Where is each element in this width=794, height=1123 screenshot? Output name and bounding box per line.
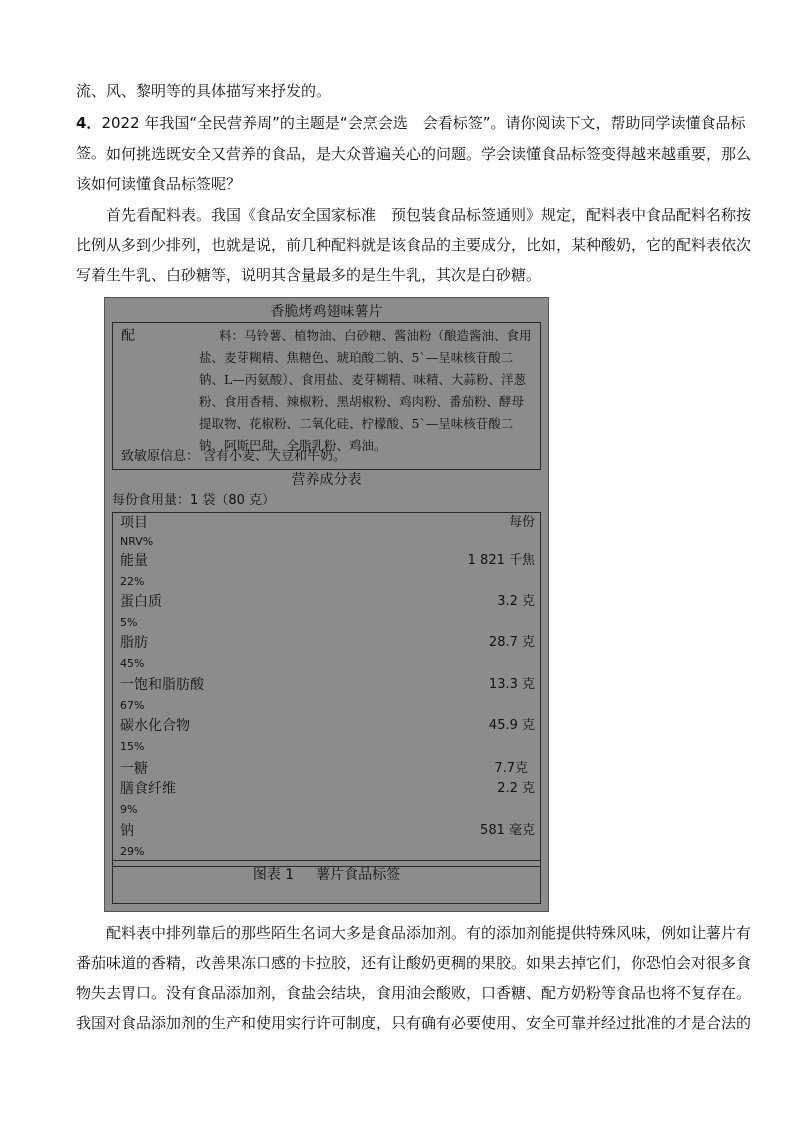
nutrient-name: 脂肪 — [120, 635, 148, 651]
ingredients-colon: 料： — [219, 328, 245, 343]
nutrient-name: 钠 — [120, 823, 134, 839]
question-text: 2022 年我国“全民营养周”的主题是“会烹会选 会看标签”。请你阅读下文，帮助同学读懂食品标签。 — [76, 114, 746, 162]
paragraph-ingredients: 首先看配料表。我国《食品安全国家标准 预包装食品标签通则》规定，配料表中食品配料名称按比例从多到少排列，也就是说，前几种配料就是该食品的主要成分，比如，某种酸奶，它的配料表依次写着生牛乳、白砂糖等，说明其含量最多的是生牛乳，其次是白砂糖。 — [76, 206, 752, 284]
nutrient-nrv: 29% — [120, 845, 145, 858]
nutrient-nrv: 45% — [120, 657, 145, 670]
header-per-serving: 每份 — [508, 515, 535, 530]
food-label-figure — [104, 297, 549, 912]
figure-caption-box — [112, 860, 541, 904]
nutrient-nrv: 9% — [120, 803, 138, 816]
table-row — [113, 716, 540, 736]
table-row — [113, 633, 540, 653]
caption-title: 薯片食品标签 — [316, 867, 401, 883]
nutrient-value: 45.9 克 — [488, 718, 535, 733]
nutrient-name: 能量 — [120, 553, 148, 569]
allergen-label: 致敏原信息： — [121, 449, 200, 464]
allergen-info — [121, 447, 346, 467]
nutrition-title: 营养成分表 — [291, 472, 362, 488]
allergen-value: 含有小麦、大豆和牛奶。 — [203, 449, 347, 464]
ingredients-label: 配 — [121, 328, 135, 344]
nutrient-value: 7.7克 — [494, 761, 528, 776]
nutrient-nrv: 67% — [120, 699, 145, 712]
nutrient-nrv: 5% — [120, 616, 138, 629]
table-header — [113, 513, 540, 533]
table-row — [113, 592, 540, 612]
table-row — [113, 551, 540, 571]
nutrient-name: 蛋白质 — [120, 594, 162, 610]
nutrient-name: 一糖 — [120, 761, 148, 777]
caption-prefix: 图表 1 — [252, 867, 295, 883]
nutrient-value: 13.3 克 — [488, 677, 535, 692]
serving-size: 每份食用量：1 袋（80 克） — [112, 493, 276, 508]
table-row — [113, 779, 540, 799]
nutrient-nrv: 15% — [120, 740, 145, 753]
ingredients-box — [112, 322, 541, 470]
nutrient-nrv: 22% — [120, 575, 145, 588]
ingredients-list — [199, 325, 535, 457]
header-nrv: NRV% — [120, 535, 154, 548]
nutrient-value: 2.2 克 — [497, 781, 535, 796]
nutrient-name: 膳食纤维 — [120, 781, 176, 797]
label-title: 香脆烤鸡翅味薯片 — [270, 304, 383, 320]
paragraph-additives: 配料表中排列靠后的那些陌生名词大多是食品添加剂。有的添加剂能提供特殊风味，例如让薯片有番茄味道的香精，改善果冻口感的卡拉胶，还有让酸奶更稠的果胶。如果去掉它们，你恐怕会对很多食物失去胃口。没有食品添加剂，食盐会结块，食用油会酸败，口香糖、配方奶粉等食品也将不复存在。我国对食品添加剂的生产和使用实行许可制度，只有确有必要使用、安全可靠并经过批准的才是合法的 — [76, 924, 752, 1032]
header-item: 项目 — [120, 515, 148, 531]
table-row — [113, 759, 540, 779]
nutrient-value: 581 毫克 — [480, 823, 535, 838]
question-number: 4． — [76, 114, 102, 132]
ingredients-text: 马铃薯、植物油、白砂糖、酱油粉（酿造酱油、食用盐、麦芽糊精、焦糖色、琥珀酸二钠、5`—呈味核苷酸二钠、L—丙氨酸）、食用盐、麦芽糊精、味精、大蒜粉、洋葱粉、食用香精、辣椒粉、黑胡椒粉、鸡肉粉、番茄粉、酵母提取物、花椒粉、二氧化硅、柠檬酸、5`—呈味核苷酸二钠、阿斯巴甜、全脂乳粉、鸡油。 — [199, 328, 532, 453]
nutrient-value: 1 821 千焦 — [467, 553, 535, 568]
nutrient-name: 一饱和脂肪酸 — [120, 677, 204, 693]
nutrition-table — [112, 512, 541, 867]
nutrient-value: 28.7 克 — [488, 635, 535, 650]
paragraph-intro: 如何挑选既安全又营养的食品，是大众普遍关心的问题。学会读懂食品标签变得越来越重要，那么该如何读懂食品标签呢？ — [76, 145, 752, 193]
figure-caption — [113, 865, 540, 885]
table-row — [113, 821, 540, 841]
text-line-top: 流、风、黎明等的具体描写来抒发的。 — [76, 82, 332, 100]
nutrient-name: 碳水化合物 — [120, 718, 190, 734]
table-row — [113, 675, 540, 695]
nutrient-value: 3.2 克 — [497, 594, 535, 609]
